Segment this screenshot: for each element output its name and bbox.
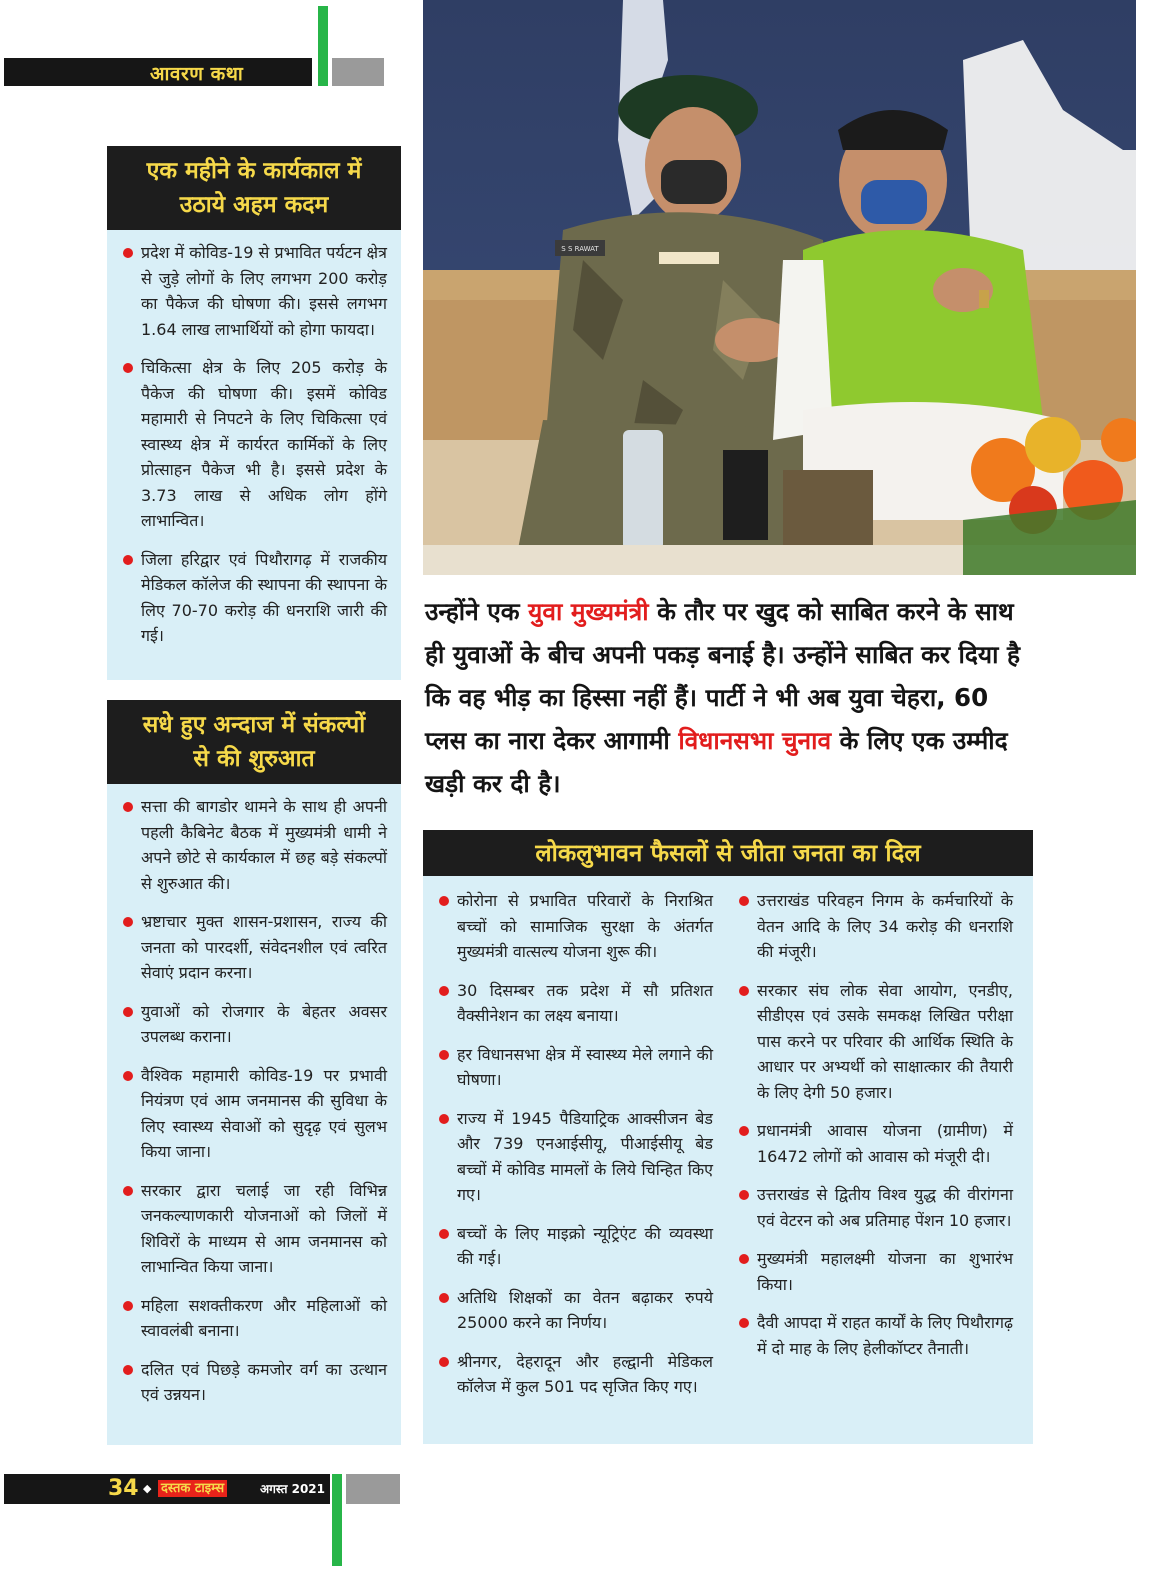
footer-bullet: ◆ [143,1482,152,1495]
header-green-stripe [318,6,328,86]
header-gray-block [332,58,384,86]
populist-decisions-box [423,830,1033,1444]
list-item: वैश्विक महामारी कोविड-19 पर प्रभावी नियंत्रण एवं आम जनमानस की सुविधा के लिए स्वास्थ्य सेवाओं को सुदृढ़ एवं सुलभ किया जाना। [119,1063,387,1165]
footer-green-stripe [332,1474,342,1566]
list-item: 30 दिसम्बर तक प्रदेश में सौ प्रतिशत वैक्सीनेशन का लक्ष्य बनाया। [435,978,713,1029]
list-item: सरकार संघ लोक सेवा आयोग, एनडीए, सीडीएस एवं उसके समकक्ष लिखित परीक्षा पास करने पर परिवार की आर्थिक स्थिति के आधार पर अभ्यर्थी को साक्षात्कार की तैयारी के लिए देगी 50 हजार। [735,978,1013,1106]
list-item: उत्तराखंड परिवहन निगम के कर्मचारियों के वेतन आदि के लिए 34 करोड़ की धनराशि की मंजूरी। [735,888,1013,965]
resolutions-title-line1: सधे हुए अन्दाज में संकल्पों [142,712,366,738]
quote-text-1: उन्होंने एक [425,597,529,626]
list-item: सरकार द्वारा चलाई जा रही विभिन्न जनकल्याणकारी योजनाओं को जिलों में शिविरों के माध्यम से आम जनमानस को लाभान्वित किया जाना। [119,1178,387,1280]
list-item: भ्रष्टाचार मुक्त शासन-प्रशासन, राज्य की जनता को पारदर्शी, संवेदनशील एवं त्वरित सेवाएं प्रदान करना। [119,909,387,986]
page-number: 34 [108,1476,139,1501]
steps-box [107,146,401,680]
list-item: श्रीनगर, देहरादून और हल्द्वानी मेडिकल कॉलेज में कुल 501 पद सृजित किए गए। [435,1349,713,1400]
steps-list [107,230,401,649]
pull-quote [425,590,1025,805]
list-item: प्रदेश में कोविड-19 से प्रभावित पर्यटन क्षेत्र से जुड़े लोगों के लिए लगभग 200 करोड़ का पैकेज की घोषणा की। इससे लगभग 1.64 लाख लाभार्थियों को होगा फायदा। [119,240,387,342]
name-tag-text: S S RAWAT [561,245,599,253]
quote-highlight-1: युवा मुख्यमंत्री [528,597,649,626]
quote-highlight-2: विधानसभा चुनाव [678,726,832,755]
populist-box-title: लोकलुभावन फैसलों से जीता जनता का दिल [423,830,1033,876]
list-item: अतिथि शिक्षकों का वेतन बढ़ाकर रुपये 25000 करने का निर्णय। [435,1285,713,1336]
steps-title-line1: एक महीने के कार्यकाल में [146,158,362,184]
list-item: दलित एवं पिछड़े कमजोर वर्ग का उत्थान एवं उन्नयन। [119,1357,387,1408]
populist-columns [423,876,1033,1413]
photo-illustration [423,0,1136,575]
list-item: कोरोना से प्रभावित परिवारों के निराश्रित बच्चों को सामाजिक सुरक्षा के अंतर्गत मुख्यमंत्री वात्सल्य योजना शुरू की। [435,888,713,965]
list-item: महिला सशक्तीकरण और महिलाओं को स्वावलंबी बनाना। [119,1293,387,1344]
issue-date: अगस्त 2021 [260,1482,326,1496]
list-item: जिला हरिद्वार एवं पिथौरागढ़ में राजकीय मेडिकल कॉलेज की स्थापना की स्थापना के लिए 70-70 करोड़ की धनराशि जारी की गई। [119,547,387,649]
quote-text-3: के लिए एक उम्मीद खड़ी कर दी है। [425,726,1008,798]
quote-text-2: के तौर पर खुद को साबित करने के साथ ही युवाओं के बीच अपनी पकड़ बनाई है। उन्होंने साबित कर दिया है कि वह भीड़ का हिस्सा नहीं हैं। पार्टी ने भी अब युवा चेहरा, 60 प्लस का नारा देकर आगामी [425,597,1020,755]
list-item: चिकित्सा क्षेत्र के लिए 205 करोड़ के पैकेज की घोषणा की। इसमें कोविड महामारी से निपटने के लिए चिकित्सा एवं स्वास्थ्य क्षेत्र में कार्यरत कार्मिकों के लिए प्रोत्साहन पैकेज भी है। इससे प्रदेश के 3.73 लाख से अधिक लोग होंगे लाभान्वित। [119,355,387,534]
list-item: बच्चों के लिए माइक्रो न्यूट्रिएंट की व्यवस्था की गई। [435,1221,713,1272]
list-item: उत्तराखंड से द्वितीय विश्व युद्ध की वीरांगना एवं वेटरन को अब प्रतिमाह पेंशन 10 हजार। [735,1182,1013,1233]
list-item: राज्य में 1945 पैडियाट्रिक आक्सीजन बेड और 739 एनआईसीयू, पीआईसीयू बेड बच्चों में कोविड मामलों के लिये चिन्हित किए गए। [435,1106,713,1208]
section-label: आवरण कथा [150,63,244,85]
list-item: दैवी आपदा में राहत कार्यों के लिए पिथौरागढ़ में दो माह के लिए हेलीकॉप्टर तैनाती। [735,1310,1013,1361]
list-item: हर विधानसभा क्षेत्र में स्वास्थ्य मेले लगाने की घोषणा। [435,1042,713,1093]
list-item: युवाओं को रोजगार के बेहतर अवसर उपलब्ध कराना। [119,999,387,1050]
steps-box-title [107,146,401,230]
steps-title-line2: उठाये अहम कदम [179,192,329,218]
cover-photo [423,0,1136,575]
resolutions-box [107,700,401,1445]
list-item: प्रधानमंत्री आवास योजना (ग्रामीण) में 16472 लोगों को आवास को मंजूरी दी। [735,1118,1013,1169]
list-item: मुख्यमंत्री महालक्ष्मी योजना का शुभारंभ किया। [735,1246,1013,1297]
resolutions-list [107,784,401,1408]
list-item: सत्ता की बागडोर थामने के साथ ही अपनी पहली कैबिनेट बैठक में मुख्यमंत्री धामी ने अपने छोटे से कार्यकाल में छह बड़े संकल्पों से शुरुआत की। [119,794,387,896]
populist-list-right [735,888,1013,1413]
footer-gray-block [346,1474,400,1504]
magazine-logo: दस्तक टाइम्स [158,1480,227,1497]
resolutions-box-title [107,700,401,784]
resolutions-title-line2: से की शुरुआत [193,746,315,772]
populist-list-left [435,888,713,1413]
